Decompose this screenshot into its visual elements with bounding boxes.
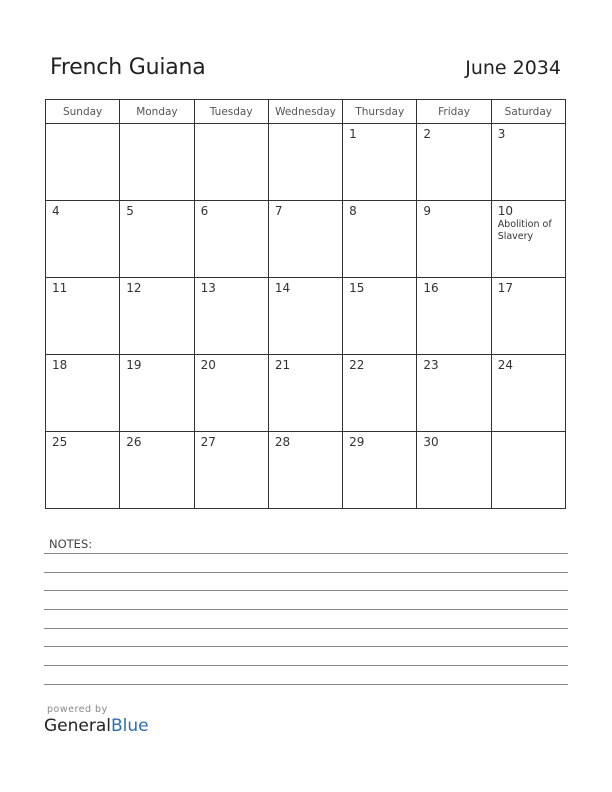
day-number: 7 [274,204,283,218]
calendar-day-cell[interactable] [343,124,417,201]
calendar-day-cell[interactable] [343,432,417,509]
day-number: 26 [126,435,142,449]
day-number: 28 [274,435,291,449]
calendar-day-cell[interactable] [268,355,342,432]
calendar-week-row [46,432,566,509]
calendar-country-title: French Guiana [50,55,206,80]
notes-line [44,572,568,573]
calendar-week-row [46,278,566,355]
weekday-header: Thursday [343,100,417,124]
calendar-day-cell[interactable] [343,201,417,278]
calendar-day-cell[interactable] [417,355,491,432]
day-number: 22 [349,358,365,372]
day-number: 1 [349,127,357,141]
calendar-day-cell[interactable] [194,278,268,355]
day-number: 16 [423,281,439,295]
day-number: 20 [200,358,216,372]
calendar-week-row [46,201,566,278]
powered-by-text: powered by [47,704,108,715]
weekday-header: Saturday [491,100,565,124]
calendar-day-cell[interactable] [417,432,491,509]
day-number: 27 [200,435,216,449]
calendar-day-cell[interactable] [120,201,194,278]
notes-line [44,665,568,666]
calendar-week-row [46,124,566,201]
day-number: 29 [349,435,365,449]
day-number: 12 [126,281,142,295]
calendar-day-cell[interactable] [417,201,491,278]
notes-label: NOTES: [49,537,93,551]
weekday-header: Tuesday [194,100,268,124]
day-number: 8 [349,204,357,218]
day-number: 15 [349,281,365,295]
calendar-day-cell[interactable] [417,124,491,201]
calendar-day-cell[interactable] [46,278,120,355]
day-number: 3 [497,127,506,141]
calendar-day-cell[interactable] [46,124,120,201]
calendar-day-cell[interactable] [194,432,268,509]
day-number: 21 [274,358,291,372]
brand-general: General [44,716,111,736]
day-number: 10 [497,204,513,218]
calendar-body [46,124,566,509]
calendar-day-cell[interactable] [46,355,120,432]
generalblue-logo[interactable] [44,716,149,736]
calendar-day-cell[interactable] [194,201,268,278]
day-number: 23 [423,358,439,372]
calendar-day-cell[interactable] [46,201,120,278]
calendar-day-cell[interactable] [491,355,565,432]
calendar-day-cell[interactable] [491,278,565,355]
weekday-header: Friday [417,100,491,124]
calendar-day-cell[interactable] [120,355,194,432]
notes-line [44,628,568,629]
day-number: 25 [52,435,68,449]
calendar-day-cell[interactable] [491,201,565,278]
calendar-grid [45,99,566,509]
notes-line [44,590,568,591]
calendar-month-year: June 2034 [465,57,561,79]
calendar-day-cell[interactable] [120,124,194,201]
day-number: 4 [52,204,60,218]
calendar-day-cell[interactable] [343,355,417,432]
day-number: 24 [497,358,513,372]
day-number: 6 [200,204,209,218]
weekday-header-row [46,100,566,124]
day-number: 5 [126,204,134,218]
calendar-day-cell[interactable] [268,124,342,201]
calendar-day-cell[interactable] [343,278,417,355]
notes-line [44,609,568,610]
notes-line [44,646,568,647]
day-number: 14 [274,281,291,295]
calendar-day-cell[interactable] [491,124,565,201]
weekday-header: Sunday [46,100,120,124]
weekday-header: Monday [120,100,194,124]
day-number: 9 [423,204,432,218]
day-number: 2 [423,127,432,141]
calendar-day-cell[interactable] [268,278,342,355]
brand-blue: Blue [111,716,149,736]
notes-line [44,684,568,685]
calendar-day-cell[interactable] [194,355,268,432]
holiday-label: Abolition of Slavery [497,219,552,242]
calendar-day-cell[interactable] [194,124,268,201]
calendar-day-cell[interactable] [268,201,342,278]
weekday-header: Wednesday [268,100,342,124]
calendar-day-cell[interactable] [268,432,342,509]
day-number: 30 [423,435,439,449]
day-number: 18 [52,358,68,372]
calendar-day-cell[interactable] [120,432,194,509]
calendar-day-cell[interactable] [46,432,120,509]
calendar-day-cell[interactable] [491,432,565,509]
calendar-day-cell[interactable] [417,278,491,355]
day-number: 13 [200,281,216,295]
day-number: 19 [126,358,142,372]
day-number: 11 [52,281,68,295]
calendar-week-row [46,355,566,432]
notes-line [44,553,568,554]
calendar-day-cell[interactable] [120,278,194,355]
day-number: 17 [497,281,513,295]
